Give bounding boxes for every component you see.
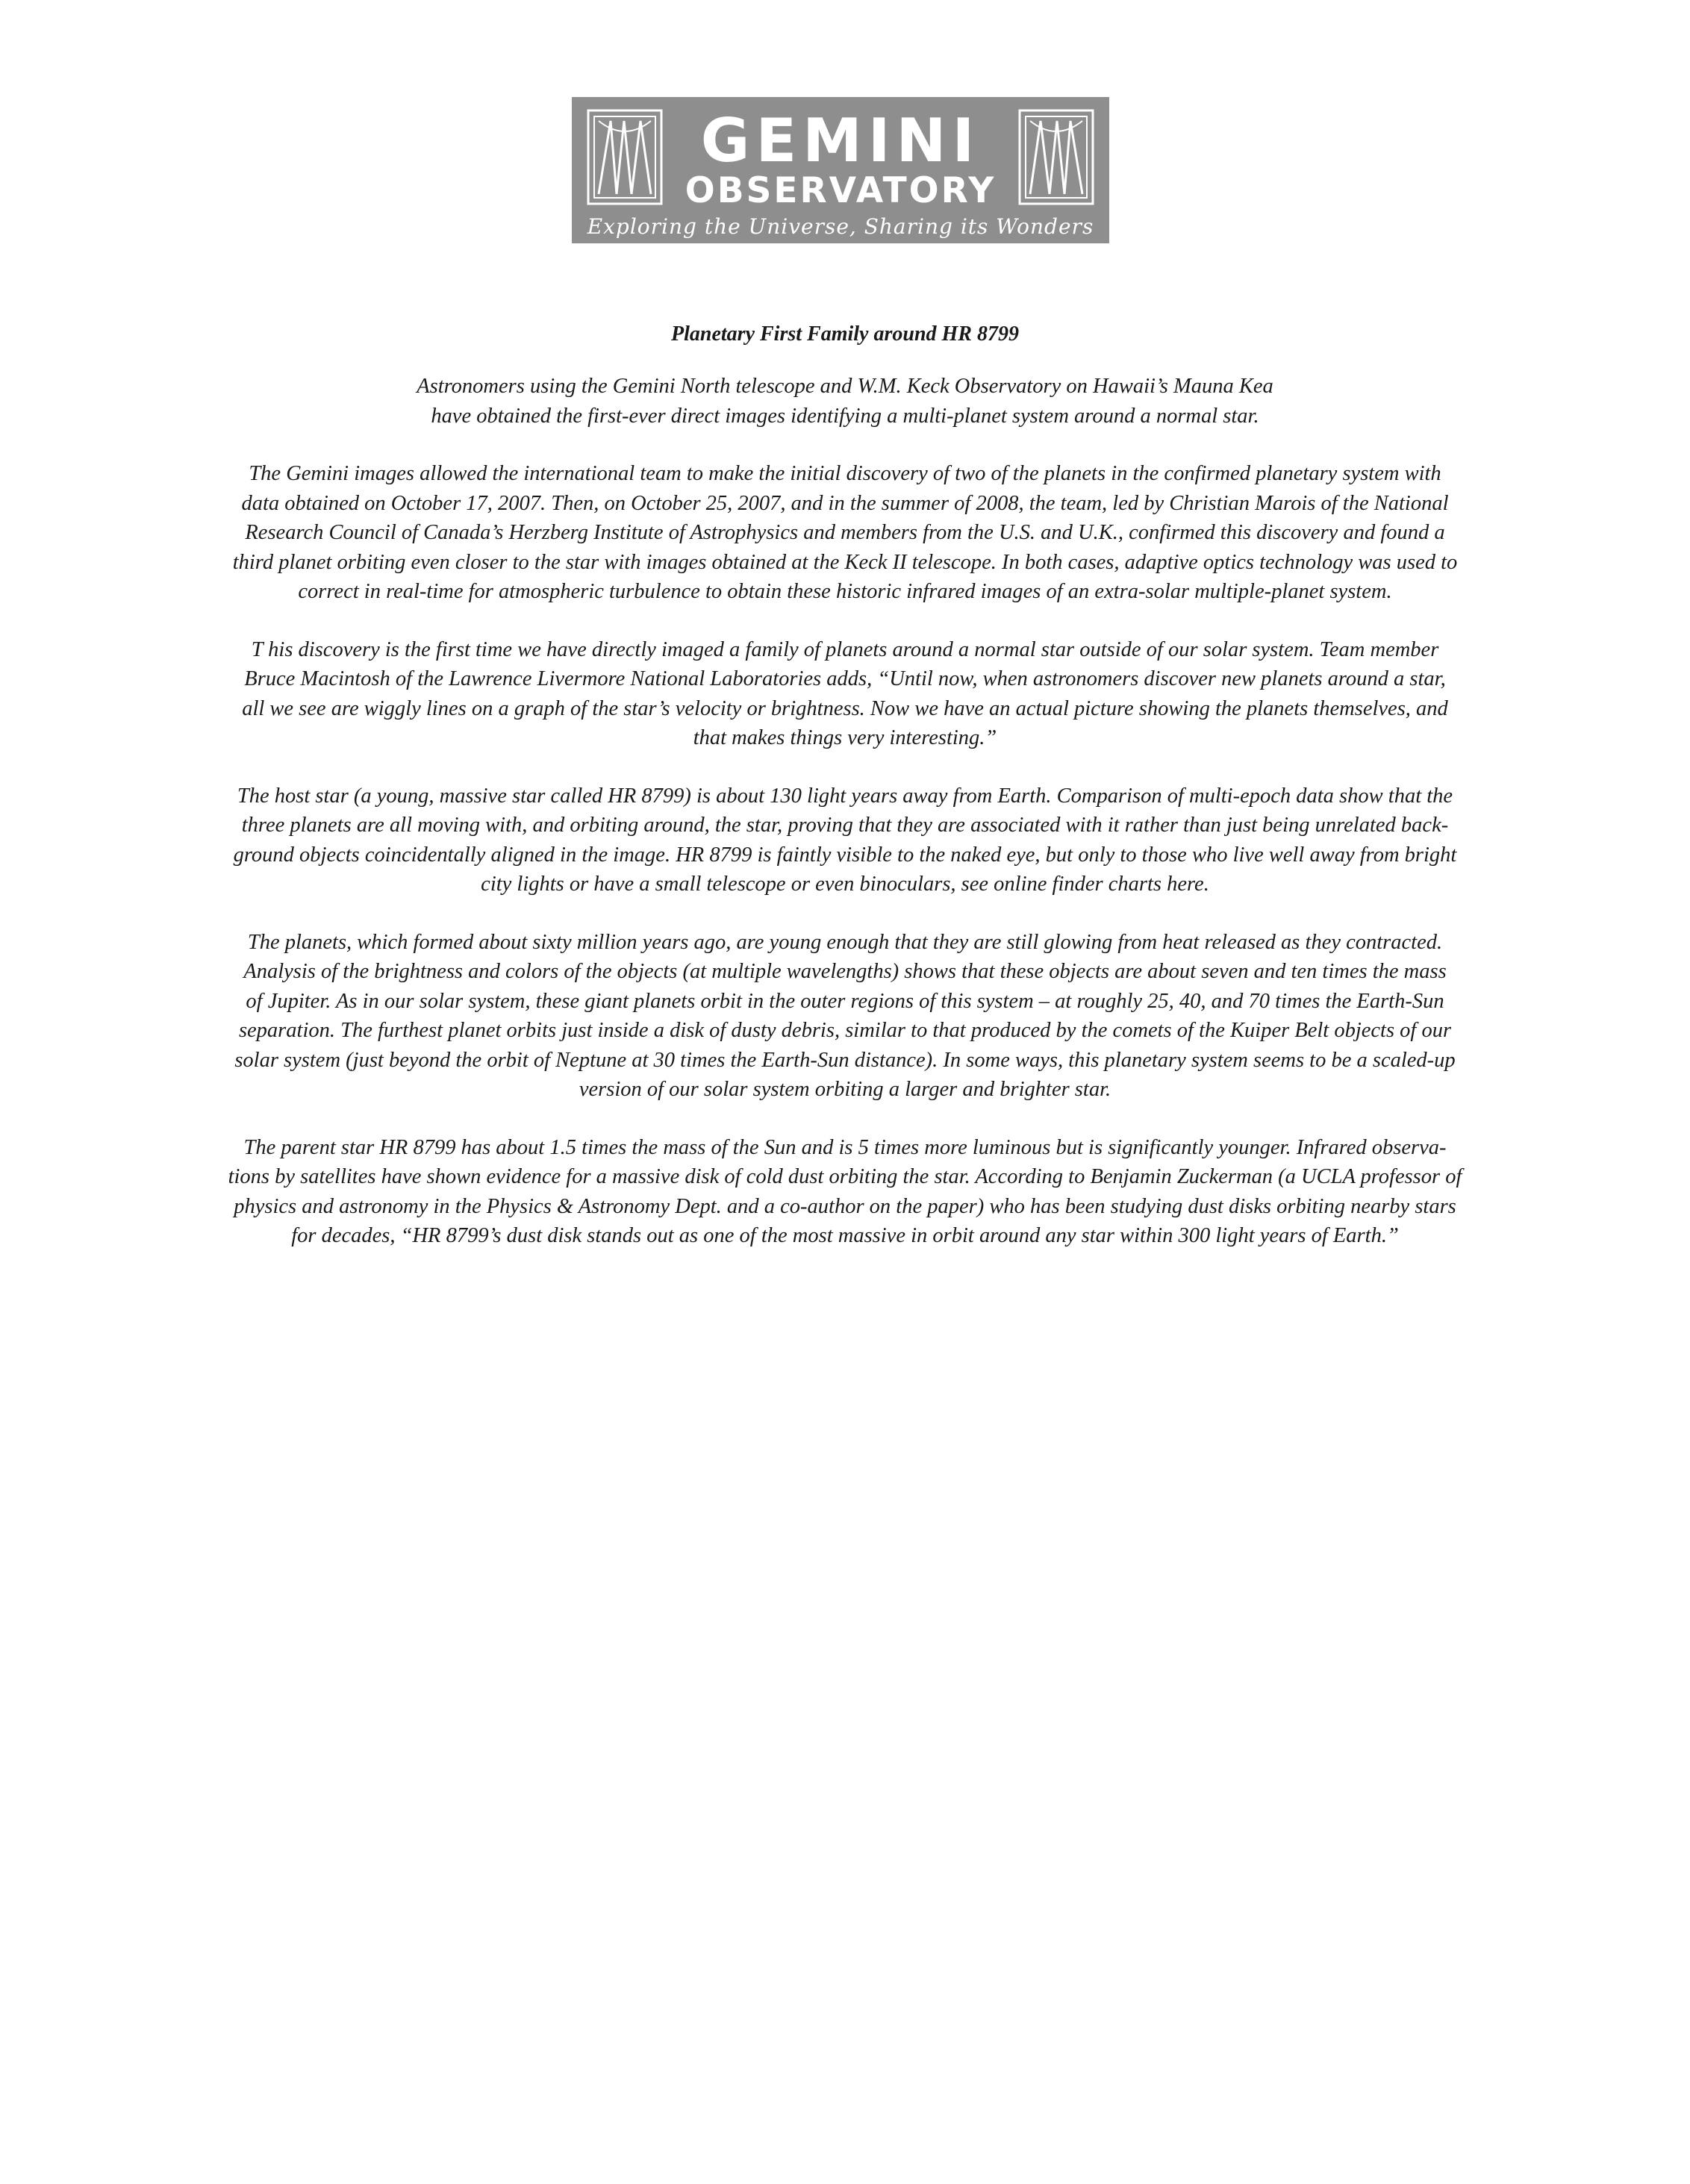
logo-tagline: Exploring the Universe, Sharing its Wonders bbox=[587, 214, 1094, 239]
paragraph-planets bbox=[112, 928, 1578, 1105]
press-release-body bbox=[112, 319, 1578, 1279]
paragraph-line: version of our solar system orbiting a larger and brighter star. bbox=[579, 1078, 1111, 1101]
paragraph-line: tions by satellites have shown evidence for a massive disk of cold dust orbiting the star. According to Benjamin Zuckerman (a UCLA professor of bbox=[228, 1165, 1462, 1188]
paragraph-discovery bbox=[112, 459, 1578, 607]
paragraph-line: data obtained on October 17, 2007. Then, on October 25, 2007, and in the summer of 2008, the team, led by Christian Marois of the National bbox=[241, 491, 1449, 515]
paragraph-line: The Gemini images allowed the international team to make the initial discovery of two of the planets in the confirmed planetary system with bbox=[249, 462, 1441, 485]
paragraph-line: Research Council of Canada’s Herzberg Institute of Astrophysics and members from the U.S. and U.K., confirmed this discovery and found a bbox=[245, 521, 1445, 544]
paragraph-line: ground objects coincidentally aligned in the image. HR 8799 is faintly visible to the naked eye, but only to those who live well away from bright bbox=[233, 843, 1457, 867]
paragraph-line: third planet orbiting even closer to the star with images obtained at the Keck II telescope. In both cases, adaptive optics technology was used to bbox=[232, 550, 1458, 574]
paragraph-line: correct in real-time for atmospheric turbulence to obtain these historic infrared images of an extra-solar multiple-planet system. bbox=[298, 580, 1392, 603]
paragraph-line: physics and astronomy in the Physics & Astronomy Dept. and a co-author on the paper) who has been studying dust disks orbiting nearby stars bbox=[234, 1194, 1456, 1218]
paragraph-line: that makes things very interesting.” bbox=[693, 726, 997, 749]
lede-paragraph bbox=[112, 372, 1578, 431]
paragraph-line: The host star (a young, massive star called HR 8799) is about 130 light years away from Earth. Comparison of multi-epoch data show that the bbox=[237, 784, 1453, 808]
logo-line2: OBSERVATORY bbox=[685, 170, 997, 211]
logo-line1: GEMINI bbox=[700, 106, 981, 175]
logo-graphic bbox=[572, 97, 1109, 243]
paragraph-line: separation. The furthest planet orbits just inside a disk of dusty debris, similar to that produced by the comets of the Kuiper Belt objects of our bbox=[238, 1019, 1452, 1042]
paragraph-line: of Jupiter. As in our solar system, these giant planets orbit in the outer regions of this system – at roughly 25, 40, and 70 times the Earth-Sun bbox=[246, 989, 1444, 1013]
lede-line: Astronomers using the Gemini North telescope and W.M. Keck Observatory on Hawaii’s Mauna Kea bbox=[417, 375, 1273, 398]
gemini-observatory-logo bbox=[572, 97, 1109, 243]
paragraph-line: Analysis of the brightness and colors of the objects (at multiple wavelengths) shows that these objects are about seven and ten times the mass bbox=[243, 960, 1447, 983]
lede-line: have obtained the first-ever direct images identifying a multi-planet system around a normal star. bbox=[431, 404, 1259, 428]
paragraph-parent-star bbox=[112, 1133, 1578, 1251]
paragraph-line: three planets are all moving with, and orbiting around, the star, proving that they are associated with it rather than just being unrelated back- bbox=[241, 814, 1449, 837]
paragraph-line: The parent star HR 8799 has about 1.5 times the mass of the Sun and is 5 times more luminous but is significantly younger. Infrared observa- bbox=[243, 1135, 1447, 1159]
page-title: Planetary First Family around HR 8799 bbox=[671, 322, 1019, 346]
paragraph-line: solar system (just beyond the orbit of Neptune at 30 times the Earth-Sun distance). In some ways, this planetary system seems to be a scaled-up bbox=[234, 1048, 1456, 1072]
paragraph-line: for decades, “HR 8799’s dust disk stands out as one of the most massive in orbit around any star within 300 light years of Earth.” bbox=[291, 1224, 1399, 1247]
paragraph-line: city lights or have a small telescope or even binoculars, see online finder charts here. bbox=[481, 873, 1209, 896]
paragraph-host-star bbox=[112, 781, 1578, 899]
paragraph-first-time bbox=[112, 635, 1578, 753]
paragraph-line: The planets, which formed about sixty million years ago, are young enough that they are still glowing from heat released as they contracted. bbox=[247, 930, 1443, 954]
paragraph-line: all we see are wiggly lines on a graph of the star’s velocity or brightness. Now we have an actual picture showing the planets themselves, and bbox=[242, 696, 1448, 720]
paragraph-line: Bruce Macintosh of the Lawrence Livermore National Laboratories adds, “Until now, when astronomers discover new planets around a star, bbox=[244, 667, 1446, 690]
paragraph-line: T his discovery is the first time we have directly imaged a family of planets around a normal star outside of our solar system. Team member bbox=[251, 637, 1439, 661]
